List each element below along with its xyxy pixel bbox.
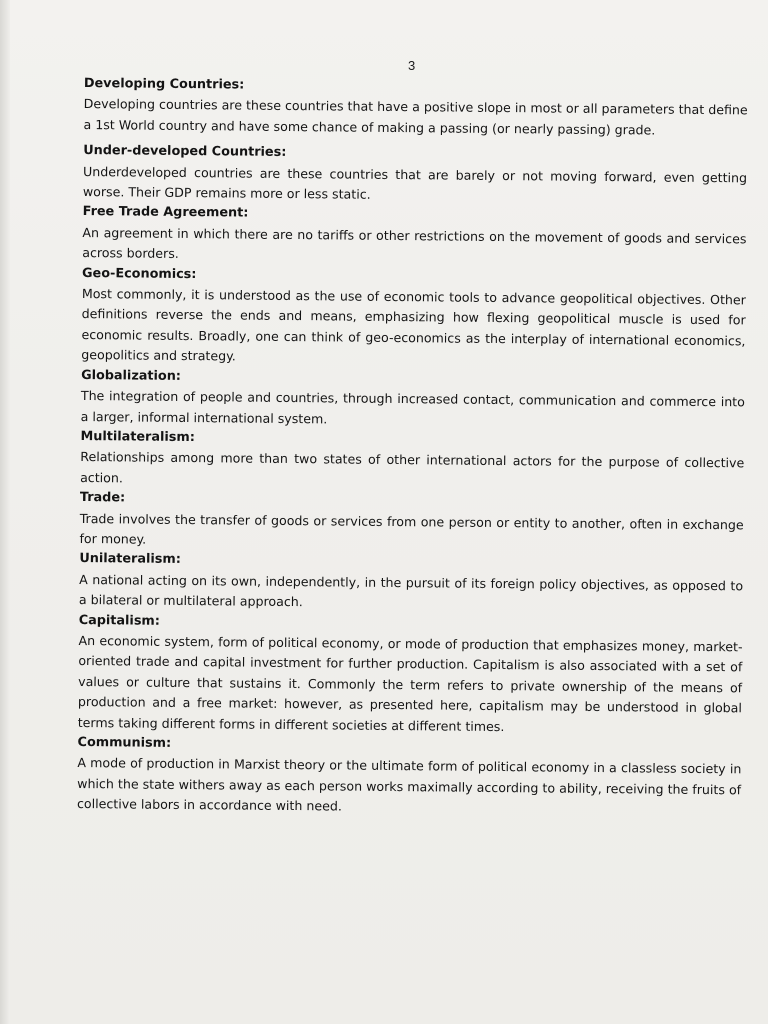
term-definition: Underdeveloped countries are these countries that are barely or not moving forward, even getting worse. Their GDP remains more or less static.: [82, 163, 748, 202]
page-number: 3: [408, 58, 416, 73]
glossary-entry-under-developed-countries: [83, 141, 748, 209]
term-definition: Trade involves the transfer of goods or services from one person or entity to another, often in exchange for money.: [79, 510, 744, 547]
term-definition: Relationships among more than two states of other international actors for the purpose of collective action.: [80, 449, 745, 486]
term-definition: An economic system, form of political economy, or mode of production that emphasizes money, market-oriented trade and capital investment for further production. Capitalism is also associated with a set of values or culture that sustains it. Commonly the term refers to private ownership of the means of production and a free market: however, as presented here, capitalism may be understood in global terms taking different forms in different societies at different times.: [77, 632, 743, 734]
glossary-entry-capitalism: [78, 611, 743, 740]
term-heading: Unilateralism:: [79, 551, 181, 568]
glossary-entry-free-trade-agreement: [82, 202, 747, 270]
term-heading: Trade:: [79, 490, 126, 506]
term-heading: Geo-Economics:: [82, 265, 197, 282]
term-heading: Multilateralism:: [80, 428, 195, 445]
glossary-body: [77, 74, 748, 821]
term-definition: An agreement in which there are no tariffs or other restrictions on the movement of goods and services across borders.: [82, 224, 747, 262]
term-definition: Most commonly, it is understood as the use of economic tools to advance geopolitical objectives. Other definitions reverse the ends and means, emphasizing how flexing geopolitical muscle is used for economic results. Broadly, one can think of geo-economics as the interplay of international economics, geopolitics and strategy.: [81, 286, 746, 364]
term-heading: Developing Countries:: [83, 75, 245, 93]
glossary-entry-geo-economics: [81, 264, 746, 372]
term-heading: Under-developed Countries:: [83, 143, 287, 161]
term-heading: Capitalism:: [78, 612, 160, 629]
glossary-entry-developing-countries: [83, 74, 748, 142]
term-heading: Globalization:: [81, 367, 182, 384]
term-definition: A national acting on its own, independently, in the pursuit of its foreign policy objectives, as opposed to a bilateral or multilateral approach.: [78, 571, 744, 610]
term-definition: A mode of production in Marxist theory or the ultimate form of political economy in a classless society in which the state withers away as each person works maximally according to ability, receiving the fruits of collective labors in accordance with need.: [76, 755, 742, 814]
term-heading: Free Trade Agreement:: [82, 204, 249, 222]
page-fold-shadow: [0, 0, 10, 1024]
glossary-entry-trade: [79, 488, 744, 556]
term-heading: Communism:: [77, 734, 172, 751]
glossary-entry-globalization: [81, 366, 746, 434]
term-definition: Developing countries are these countries that have a positive slope in most or all parameters that define a 1st World country and have some chance of making a passing (or nearly passing) grade.: [83, 96, 748, 138]
glossary-entry-multilateralism: [80, 427, 745, 495]
term-definition: The integration of people and countries, through increased contact, communication and commerce into a larger, informal international system.: [80, 388, 745, 426]
glossary-entry-communism: [77, 733, 742, 821]
glossary-entry-unilateralism: [79, 549, 744, 617]
